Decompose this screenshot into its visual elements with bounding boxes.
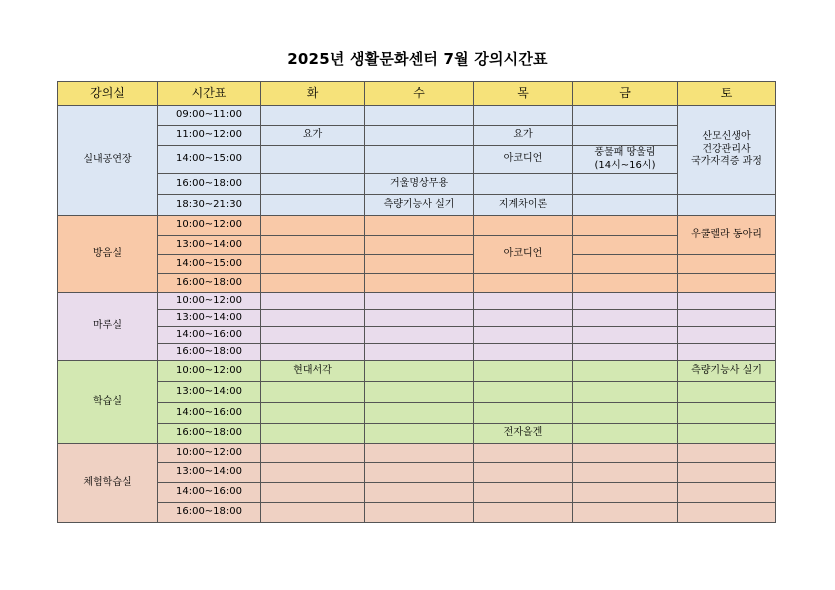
header-sat: 토 [678,82,776,106]
class-cell: 지계차이론 [474,195,573,216]
cell [474,483,573,503]
cell [573,274,678,293]
class-cell: 현대서각 [261,361,365,382]
cell [365,216,474,236]
cell [261,195,365,216]
cell [474,503,573,523]
cell [261,503,365,523]
cell [261,255,365,274]
time-slot: 09:00~11:00 [158,106,261,126]
cell [365,463,474,483]
cell [573,327,678,344]
cell [678,483,776,503]
cell [573,126,678,146]
cell [474,174,573,195]
cell [474,310,573,327]
class-label: (14시~16시) [594,159,656,171]
table-row [58,146,776,174]
cell [678,255,776,274]
cell [678,195,776,216]
time-slot: 13:00~14:00 [158,382,261,403]
time-slot: 14:00~15:00 [158,146,261,174]
cell [365,126,474,146]
cell [261,216,365,236]
header-row [58,82,776,106]
time-slot: 13:00~14:00 [158,236,261,255]
cell [261,483,365,503]
cell [365,106,474,126]
cell [474,463,573,483]
header-fri: 금 [573,82,678,106]
cell [678,310,776,327]
class-label: 국가자격증 과정 [691,156,762,168]
class-cell [678,106,776,195]
cell [474,327,573,344]
cell [474,216,573,236]
cell [573,255,678,274]
cell [261,293,365,310]
table-row [58,403,776,424]
cell [365,503,474,523]
cell [573,382,678,403]
cell [573,424,678,444]
cell [365,274,474,293]
cell [573,403,678,424]
time-slot: 10:00~12:00 [158,361,261,382]
cell [474,293,573,310]
cell [474,274,573,293]
class-label: 건강관리사 [702,143,751,155]
table-row [58,293,776,310]
table-row [58,483,776,503]
table-row [58,236,776,255]
cell [261,274,365,293]
cell [365,361,474,382]
class-cell: 거울명상무용 [365,174,474,195]
header-room: 강의실 [58,82,158,106]
cell [573,216,678,236]
cell [573,310,678,327]
table-row [58,444,776,463]
table-row [58,424,776,444]
table-row [58,106,776,126]
cell [365,382,474,403]
class-cell: 전자올겐 [474,424,573,444]
table-row [58,503,776,523]
time-slot: 16:00~18:00 [158,503,261,523]
cell [573,483,678,503]
cell [573,195,678,216]
page-title: 2025년 생활문화센터 7월 강의시간표 [287,50,548,68]
cell [678,274,776,293]
cell [365,146,474,174]
schedule-table [57,81,776,523]
time-slot: 14:00~15:00 [158,255,261,274]
cell [261,344,365,361]
cell [474,382,573,403]
cell [573,174,678,195]
time-slot: 10:00~12:00 [158,216,261,236]
header-wed: 수 [365,82,474,106]
class-cell: 측량기능사 실기 [678,361,776,382]
cell [678,293,776,310]
time-slot: 14:00~16:00 [158,403,261,424]
cell [261,382,365,403]
class-cell: 측량기능사 실기 [365,195,474,216]
cell [573,344,678,361]
cell [573,236,678,255]
cell [474,361,573,382]
table-row [58,361,776,382]
class-cell: 아코디언 [474,236,573,274]
table-row [58,216,776,236]
class-cell: 우쿨렐라 동아리 [678,216,776,255]
table-row [58,463,776,483]
time-slot: 13:00~14:00 [158,463,261,483]
room-name: 방음실 [58,216,158,293]
time-slot: 16:00~18:00 [158,424,261,444]
room-name: 마루실 [58,293,158,361]
cell [573,293,678,310]
cell [261,444,365,463]
cell [678,444,776,463]
class-label: 풍물패 땅울림 [594,147,656,158]
cell [365,293,474,310]
room-name: 학습실 [58,361,158,444]
class-cell: 요가 [474,126,573,146]
time-slot: 10:00~12:00 [158,293,261,310]
class-cell: 요가 [261,126,365,146]
cell [365,444,474,463]
cell [261,327,365,344]
cell [365,255,474,274]
time-slot: 10:00~12:00 [158,444,261,463]
table-row [58,327,776,344]
class-label: 산모신생아 [702,131,751,143]
table-row [58,274,776,293]
cell [573,444,678,463]
time-slot: 14:00~16:00 [158,483,261,503]
cell [573,106,678,126]
time-slot: 13:00~14:00 [158,310,261,327]
time-slot: 11:00~12:00 [158,126,261,146]
header-thu: 목 [474,82,573,106]
cell [365,236,474,255]
cell [678,327,776,344]
room-name: 실내공연장 [58,106,158,216]
time-slot: 16:00~18:00 [158,274,261,293]
table-row [58,174,776,195]
header-time: 시간표 [158,82,261,106]
time-slot: 14:00~16:00 [158,327,261,344]
cell [474,444,573,463]
cell [573,361,678,382]
cell [261,174,365,195]
cell [474,344,573,361]
time-slot: 16:00~18:00 [158,174,261,195]
cell [365,344,474,361]
cell [678,344,776,361]
time-slot: 16:00~18:00 [158,344,261,361]
cell [474,106,573,126]
cell [678,424,776,444]
table-row [58,255,776,274]
cell [678,503,776,523]
cell [474,403,573,424]
cell [573,503,678,523]
table-row [58,344,776,361]
cell [365,483,474,503]
cell [261,310,365,327]
cell [678,382,776,403]
cell [573,463,678,483]
class-cell [573,146,678,174]
cell [365,327,474,344]
time-slot: 18:30~21:30 [158,195,261,216]
cell [365,310,474,327]
header-tue: 화 [261,82,365,106]
cell [261,463,365,483]
cell [365,424,474,444]
cell [678,403,776,424]
cell [261,106,365,126]
cell [261,236,365,255]
table-row [58,382,776,403]
table-row [58,126,776,146]
cell [365,403,474,424]
cell [261,424,365,444]
cell [678,463,776,483]
table-row [58,195,776,216]
table-row [58,310,776,327]
cell [261,146,365,174]
cell [261,403,365,424]
room-name: 체험학습실 [58,444,158,523]
class-cell: 아코디언 [474,146,573,174]
